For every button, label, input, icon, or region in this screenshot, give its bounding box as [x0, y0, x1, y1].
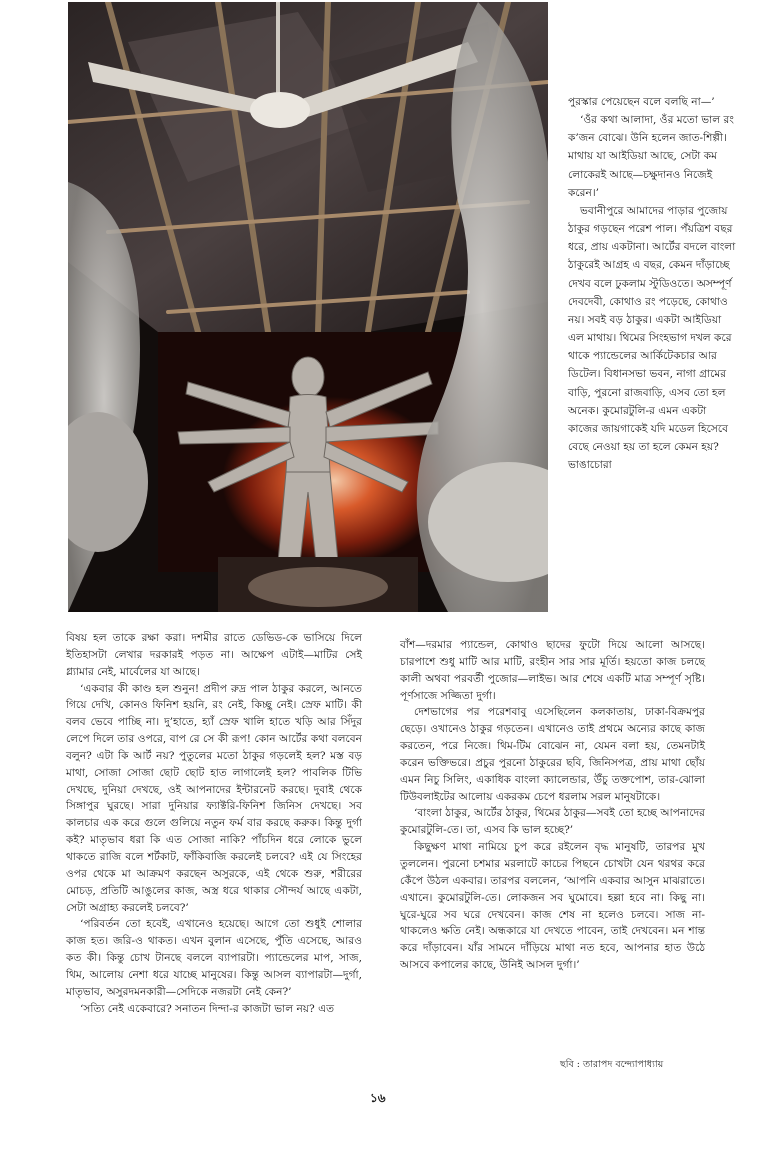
paragraph: বাঁশ—দরমার প্যান্ডেল, কোথাও ছাদের ফুটো দিয়ে আলো আসছে। চারপাশে শুধু মাটি আর মাটি, রংহীন সার সার মূর্তি। হয়তো কাজ চলছে কালী অথবা পরবর্তী পুজোর—লাইভ। আর শেষে একটি মাত্র সম্পূর্ণ সৃষ্টি। পূর্ণসাজে সজ্জিতা দুর্গা। — [400, 639, 705, 702]
paragraph: পুরস্কার পেয়েছেন বলে বলছি না—’ — [568, 96, 715, 108]
middle-column-text — [400, 637, 705, 974]
paragraph: দেশভাগের পর পরেশবাবু এসেছিলেন কলকাতায়, ঢাকা-বিক্রমপুর ছেড়ে। ওখানেও ঠাকুর গড়তেন। এখানেও তাই প্রথমে অন্যের কাছে কাজ করতেন, পরে নিজে। থিম-টিম বোঝেন না, যেমন বলা হয়, তেমনটাই করেন ভক্তিভরে। প্রচুর পুরনো ঠাকুরের ছবি, জিনিসপত্র, প্রায় মাথা ছোঁয় এমন নিচু সিলিং, একাধিক বাংলা ক্যালেন্ডার, উঁচু তক্তপোশ, তার-ঝোলা টিউবলাইটের আলোয় একরকম চেপে ধরলাম সরল মানুষটাকে। — [400, 706, 705, 803]
paragraph: কিছুক্ষণ মাথা নামিয়ে চুপ করে রইলেন বৃদ্ধ মানুষটি, তারপর মুখ তুললেন। পুরনো চশমার মরলাটে কাচের পিছনে চোখটা যেন থরথর করে কেঁপে উঠল একবার। তারপর বললেন, ‘আপনি একবার আসুন মাঝরাতে। এখানে। কুমোরটুলি-তে। লোকজন সব ঘুমোবে। হল্লা হবে না। কিছু না। ঘুরে-ঘুরে সব ঘরে দেখবেন। কাজ শেষ না হলেও চলবে। সাজ না-থাকলেও ক্ষতি নেই। অন্ধকারে যা দেখতে পাবেন, তাই দেখবেন। মন শান্ত করে দাঁড়াবেন। যাঁর সামনে দাঁড়িয়ে মাথা নত হবে, আপনার হাত উঠে আসবে কপালের কাছে, উনিই আসল দুর্গা।’ — [400, 841, 705, 972]
paragraph: ‘ওঁর কথা আলাদা, ওঁর মতো ভাল রং ক’জন বোঝে। উনি হলেন জাত-শিল্পী। মাথায় যা আইডিয়া আছে, সেটা কম লোকেরই আছে—চক্ষুদানও নিজেই করেন।’ — [568, 114, 734, 199]
left-column-text — [66, 630, 362, 1017]
photo-credit: ছবি : তারাপদ বন্দ্যোপাধ্যায় — [560, 1059, 664, 1070]
paragraph: বিষয় হল তাকে রক্ষা করা। দশমীর রাতে ডেভিড-কে ভাসিয়ে দিলে ইতিহাসটা লেখার দরকারই পড়ত না। আক্ষেপ এটাই—মাটির সেই গ্ল্যামার নেই, মার্বেলের যা আছে। — [66, 632, 362, 678]
paragraph: ‘সত্যি নেই একেবারে? সনাতন দিন্দা-র কাজটা ভাল নয়? এত — [80, 1002, 335, 1015]
paragraph: ‘একবার কী কাণ্ড হল শুনুন! প্রদীপ রুদ্র পাল ঠাকুর করলে, আনতে গিয়ে দেখি, কোনও ফিনিশ হয়নি, রং নেই, কিচ্ছু নেই। স্রেফ মাটি। কী বলব ভেবে পাচ্ছি না। দু’হাতে, হ্যাঁ স্রেফ খালি হাতে খড়ি আর সিঁদুর লেপে দিলে তার ওপরে, বাপ রে সে কী রূপ! কোন আর্টের কথা বলবেন বলুন? এটা কি আর্ট নয়? পুতুলের মতো ঠাকুর গড়লেই হল? মস্ত বড় মাথা, সোজা সোজা ছোট ছোট হাত লাগালেই হল? পাবলিক টিভি দেখছে, দুনিয়া দেখছে, ওই আপনাদের ইন্টারনেট করছে। দুবাই থেকে সিঙ্গাপুর ঘুরছে। সারা দুনিয়ার ফ্যাক্টরি-ফিনিশ জিনিস দেখছে। সব কালচার এক করে গুলে গুলিয়ে নতুন ফর্ম বার করছে করুক। কিন্তু দুর্গা কই? মাতৃভাব ধরা কি এত সোজা নাকি? পাঁচদিন ধরে লোকে ভুলে থাকতে রাজি বলে শর্টকাট, ফাঁকিবাজি করলেই চলবে? এই যে সিংহের ওপর থেকে মা আক্রমণ করছেন অসুরকে, এই থেকে শুরু, শরীরের মোচড়, প্রতিটি আঙুলের কাজ, অস্ত্র ধরে থাকার সৌন্দর্য আছে একটা, সেটা অগ্রাহ্য করলেই চলবে?’ — [66, 682, 362, 914]
paragraph: ‘পরিবর্তন তো হবেই, এখানেও হয়েছে। আগে তো শুধুই শোলার কাজ হত। জরি-ও থাকত। এখন বুলান এসেছে, পুঁতি এসেছে, আরও কত কী। কিন্তু চোখ টানছে বললে ব্যাপারটা। প্যান্ডেলের মাপ, সাজ, থিম, আলোয় নেশা ধরে যাচ্ছে মানুষের। কিন্তু আসল ব্যাপারটা—দুর্গা, মাতৃভাব, অসুরদমনকারী—সেদিকে নজরটা নেই কেন?’ — [66, 918, 362, 998]
durga-idol-workshop-photo — [68, 2, 548, 612]
right-column-text — [568, 93, 738, 474]
paragraph: ভবানীপুরে আমাদের পাড়ার পুজোয় ঠাকুর গড়ছেন পরেশ পাল। পঁয়ত্রিশ বছর ধরে, প্রায় একটানা। আর্টের বদলে বাংলা ঠাকুরেই আগ্রহ এ বছর, কেমন দাঁড়াচ্ছে দেখব বলে ঢুকলাম স্টুডিওতে। অসম্পূর্ণ দেবদেবী, কোথাও রং পড়েছে, কোথাও নয়। সবই বড় ঠাকুর। একটা আইডিয়া এল মাথায়। থিমের সিংহভাগ দখল করে থাকে প্যান্ডেলের আর্কিটেকচার আর ডিটেল। বিধানসভা ভবন, নাগা গ্রামের বাড়ি, পুরনো রাজবাড়ি, এসব তো হল অনেক। কুমোরটুলি-র এমন একটা কাজের জায়গাকেই যদি মডেল হিসেবে বেছে নেওয়া হয় তা হলে কেমন হয়? ভাঙাচোরা — [568, 204, 736, 472]
page-number: ১৬ — [370, 1091, 386, 1105]
paragraph: ‘বাংলা ঠাকুর, আর্টের ঠাকুর, থিমের ঠাকুর—সবই তো হচ্ছে আপনাদের কুমোরটুলি-তে। তা, এসব কি ভাল হচ্ছে?’ — [400, 807, 705, 837]
